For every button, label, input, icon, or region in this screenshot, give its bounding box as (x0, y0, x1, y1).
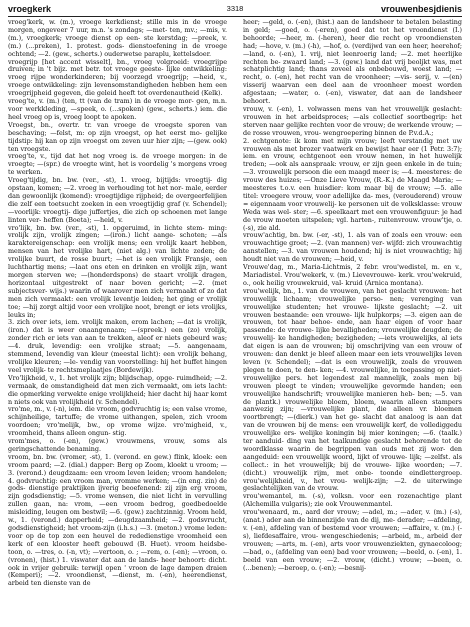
left-running-head: vroegkerk (8, 4, 52, 14)
dictionary-entry: vro'lijk, bn. bw. (ver., -st), 1. opgeruimd, in lichte stem- ming: vrolijk zijn, vrolijk zingen; —(iron.) licht aange- schoten; —als karaktereigenschap: een vrolijk mens; een vrolijk kaart hebben, mensen van het vrolijke hart, (niet alg.) van lichte zeden; de vrolijke buurt, de rosse buurt; —het is een vrolijk Fransje, een luchthartig mens; —laat ons eten en drinken en vrolijk zijn, want morgen sterven we; —(honderdspons) de staart vrolijk dragen, horizontaal uitgestrekt of naar boven gericht; —2. (met subjectsver- wijs.) waarin of waarover men zich vermaakt of zo dat men zich vermaakt: een vrolijk leventje leiden; het ging er vrolijk toe; —hij zorgt altijd voor een vrolijke noot, brengt er iets vrolijks, leuks in; (8, 223, 227, 319)
page-header (8, 4, 462, 17)
dictionary-entry: vroegrijp [het accent wisselt], bn., vroeg volgroeid: vroegrijpe druiven; in 't bijz. met betr. tot vroege geeste- lijke ontwikkeling: vroeg rijpe wonderkinderen; bij voorzegd vroegrijp; —heid, v., vroege ontwikkeling: zijn levensomstandigheden hebben hem een vroegrijpheid gegeven, die geleid heeft tot overdenautheid (Kelk). (8, 57, 227, 98)
dictionary-entry: vrou'wemantel, m. (-s), volksn. voor een rozenachtige plant (Alchemilla vulgaris); zie ook Vrouwenmantel. (243, 492, 462, 509)
dictionary-entry: vroom, bn. bw. (vromer, -st), 1. (verond. en gew.) flink, kloek: een vroom paard; —2. (dial.) dapper: Berg op Zoom, kloekt u vroom; —3. (verond.) deugdzaam: een vroom leven leiden; vroom handelen; 4. godvruchtig: een vroom man, vromme werken; —(in eng. zin) de gods- dienstige praktijken ijverig beoefenend: zij zijn erg vroom, zijn godsdienstig; —5. vrome wensen, die niet licht in vervulling zullen gaan, na: vrom, —een vroom bedrog, goedbedoelde misleiding, leugen om bestwil; —6. (gew.) zachtzinnig. Vroom held, w., 1. (verond.) dapperheid; —deugdzaamheid; —2. godsvrucht, godsdienstigheid; het vroom-zijn (i.h.s.) —3. (meton.) vrome leden: voor op de top zon een heuvel de rededienstige vroomheid een kerk of een klooster heeft gebouwd (B. Huet). vroom heidsbe- toon, o. —tres, o. (-n, vt); —vertoon, o. ; —rem, o. (-en); —vroon, o. (vronen), (hist.) 1. viswater dat aan de lands- heer behoort: dicht. ook in vrijer gebruik: terwijl open ' vroon de lage dampen draien (Kemperi); —2. vroondienst, —dienst, m. (-en), heerendienst, arbeid ten dienste van de (8, 452, 227, 588)
right-column (243, 19, 462, 623)
dictionary-entry: 3. zich over iets, iem. vrolijk maken, erom lachen; —dat is vrolijk, (iron.) dat is weer onaangenaam; —(spreek.) een (zo) vrolijk, zonder rich er iets van aan te trekken, aleof er niets gebeurd was; —4. druk, levendig: een vrolijke straat; —5. aangenaam, stemmend, levendig van kleur (meestal licht): een vrolijk behang, vrolijke kleuren; —le- vendig van voorstelling: hij het buffet hingen veel vrolijk- te rechtsmeplaatjes (Bordewijk). (8, 318, 227, 374)
dictionary-entry: vrouw'achtig, bn. bw. (-er, -st), 1. als van of zoals een vrouw: een vrouwachtige groet; —2. (van mannen) ver- wijfd: zich vrouwachtig aanstellen; —3. van vrouwen houdend; hij is niet vrouwachtig; hij houdt niet van de vrouwen; —heid, v. (243, 231, 462, 264)
dictionary-entry: 2. echtgenote: ik kom met mijn vrouw; leeft verstandig met uw vrouwen als met brozer vaatwerk en bewijst haar eer (1 Petr. 3:7); iem. en vrouw, echtgenoot een vrouw nemen, in het huwelijk treden; —ook als aanspraak: vrouw, er zijn geen enkele in de tuin; —3. vrouwelijk persoon die een maagd meer is; —4. meesteres: de vrouw des huizes; —Onze Lieve Vrouw, (R.-K.) de Maagd Maria; —meesteres t.o.v. een huisdier: kom maar bij de vrouw; —5. alle titel: vroegere vrouw, voor adellijke da- mes, (verouderend) vrouw = eigennaam voor vrouwelij- ke personen uit de volksklasse: vrouw Weda was wel- ster; —6. speelkaart met een vrouwenfiguur: je had de vrouw moeten uitspelen; vgl. harten-, ruitenvrouw. vrouw'tje, o. (-s), zie ald. (243, 136, 462, 232)
dictionary-entry: Vroegst, bn., overtr. tr. van vroege de vroegste sporen van beschaving; —felst, m: op zijn vroegst, op het eerst mo- gelijke tijdstip: hij kan op zijn vroegst om zeven uur hier zijn; —(gew. ook) ten vroegste. (8, 120, 227, 153)
right-running-head: vrouwenbesjdienis (380, 4, 462, 14)
dictionary-entry: vrom'mes, o. (-en), (gew.) vrouwmens, vrouw, soms als geringschattende benaming. (8, 437, 227, 453)
dictionary-entry: Vro'lijkheid, v., 1. het vrolijk zijn; blijdschap, opge- ruimdheid; —2. vermaak, de omstandigheid dat men zich vermaakt, om iets lacht: die opmerking verwekte enige vrolijkheid; hier dacht hij haar komt n niets ook van vrolijkheid (v. Schendel). (8, 373, 227, 406)
dictionary-entry: Vrouwe'dag, m., Maria-Lichtmis, 2 febr. vrou'wedistel, m. en v., Mariadistel. Vrou'wekerk, v. (m.) Lievevrouwe- kerk. vrou'wekruid, o., ook heilig vrouwekruid, val- kruid (Arnica montana). (243, 263, 462, 287)
dictionary-entry: vrouw, v. (-en), 1. volwassen mens van het vrouwelijk geslacht: vrouwen in het arbeidsproces; —als collectief soortbegrip: het sterven naar gelijke rechten voor de vrouw; de werkende vrouw; —de rosse vrouwen, vrou- wengroepering binnen de P.v.d.A.; (243, 104, 462, 137)
dictionary-entry: vroeg'kerk, w. (m.), vroege kerkdienst; stille mis in de vroege morgen, ongeveer 7 uur, m.n. 's zondags; —met- ten, mv.; —mis, v. (m.), vroegkerk; vroege dienst op een- ste kerstdag; —preek, v. (m.) (...preken), 1. protest. gods- dienstoefening in de vroege ochtend; —2. (gew., scherts.) ouderwetse paraplu, kettelsdoer. (8, 19, 227, 58)
dictionary-entry: vrou'welijk, bn., 1. van de vrouwen, van het geslacht vrouwen: het vrouwelijk lichaam; vrouwelijke perso- nen; verenging van vrouwelijke studenten; het vrouwe- lijkste geslacht; —2. uit vrouwen bestaande: een vrouwe- lijk hulpkorps; —3. eigen aan de vrouwen, tot haar behoe- ende, aan haar eigen of voor haar passende: de vrouwe- lijke bevalligheden; vrouwelijke deugden; de vrouwelij- ke handigheden; bezigheden; —iets vrouwelijks, al iets dat eigen is aan de vrouwen; bij omschrijving van een vrouw of vrouwen: dan denkt je bleef alleen maar een iets vrouwelijks leven leven (v. Schendel); —dat is een vrouwelijk, zoals de vrouwen plegen te doen, te den- ken; —4. vrouwelijke, in toepassing op niet-vrouwelijke pers. het legendest zal mannelijk, zoals men bij vrouwen pleegt te vinden; vrouwelijke gevormde handen; een vrouwelijke handschrift; vrouwelijke manieren heb- ben; —5. van de plantk.) vrouwelijke bloem, bloem, waarin alleen stampers aanwezig zijn; —vrouwelijke plant, die alleen vr. bloemen voortbrengt; —(dierk.) van het ge- slacht dat analoog is aan dat van de vrouwen bij de mens: een vrouwelijk kerf, de vollediggedu vrouwelijke ers- welijke koningin bij mier koningen; —6. (taalk.) ter aanduid- ding van het taalkundige geslacht behorende tot de woordklasse waarin de begrippen van ouds met zij wor- den aangeduid: een vrouwelijk woord, lijkt of vrouwe- lijk; —zelfst. als collect.: in het vrouwelijk; bij de vrouwe- lijke woorden; —7. (dicht.) vrouwelijk rijm, met onbe- toonde eindlettergroep. vrou'welijkheid, v., het vrou- welijk-zijn; —2. de uiterwinge geslachtelijken van de vrouw. (243, 286, 462, 493)
dictionary-entry: vro'me, m., v. (-n), iem. die vroom, godvruchtig is; een valse vrome, schijnheilige, tartuffe; de vrome uithangen, spelen, zich vroom voordoen; vro'melijk, bw., op vrome wijze. vro'migheid, v., vroomheid, thans alleen ongun- stig. (8, 405, 227, 438)
dictionary-entry: vrou'wenaard, m., aard der vrouw; —adel, m.; —ader, v. (m.) (-s), (anat.) ader aan de binnenzijde van de dij, me- derader; —afdeling, v. (-en), afdeling van of bestemd voor vrouwen; —affaire, v. (m.) (-s), liefdesaffaire, vrou- wengeschiedenis; —arbeid, m., arbeid der vrouwen; —arts, m. (-en), arts voor vrouwenziekten, gynaecoloog; —bad, o., (afdeling van een) bad voor vrouwen; —beeld, o. (-en), 1. beeld van een vrouw; —2. vrouw, (dicht.) vrouw; —been, o. (...benen); —beroep, o. (-en); —besnij- (243, 508, 462, 572)
page-number: 3318 (226, 4, 244, 13)
dictionary-entry: heer; —geld, o. (-en), (hist.) aan de landsheer te betalen belasting in geld; —goed, o. (-eren), goed dat tot het vroondienst (I.) behoorde; —heer, m. (-heren), heer die recht op vroondiensten had; —hove, v. (m.) (-h), —hof, o. (verdijwd van een heer, heerehof; —land, o. (-en), 1. vrij, niet leenroerig land; —2. met heerlijke rechten be- zwaard land; —3. (gew.) land dat vrij beoljkt was, met schatplichtig land; thans zoveel als onbebouwd, woest land; —recht, o. (-en), het recht van de vroonheer; —vis- serij, v. —(en) visserij waarvan een deel aan de vroonheer moest worden afgestaan; —water, o. (-en), viswater, dat aan de landsheer behoort. (243, 19, 462, 106)
dictionary-entry: vroeg'te, v. (m.) (ten, tt (van de tram) in de vroege mor- gen, m.n. voor werkkleding, —speek, o. (...spoken) (gew., scherts.) iem. die heel vroeg op is, vroeg loopt te apoken. (8, 97, 227, 121)
dictionary-entry: Vroeg'tijdig, bn. bw. (ver., -st), 1. vroeg, bijtijds: vroegtij- dig opstaan, komen; —2. vroeg in verhouding tot het nor- male, eerder dan gewoonlijk (komend): vroegtijdige rijpheid; de overgeerfelijien die zelf een toetsucht zoeken in een vroegtijdig graf (v. Schendel); —voorlijk: vroegtij- dige juffertjes, die zich op schoenen met lange linten ver- heffen (Boeta); —heid, v. (8, 176, 227, 224)
dictionary-entry: vroeg'te, v., tijd dat het nog vroeg is. de vroege morgen: in de vroegte; —(spr.) de vroegte wint, het is voordelig 's morgens vroeg te werken. (8, 152, 227, 177)
left-column (8, 19, 227, 623)
